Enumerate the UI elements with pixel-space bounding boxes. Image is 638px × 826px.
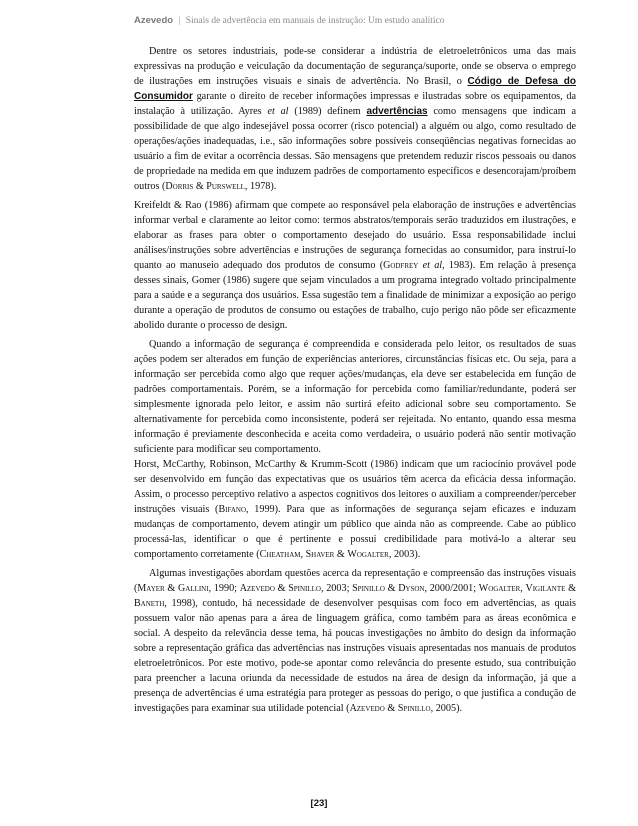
- paragraph-3: [134, 337, 576, 457]
- citation-author: Azevedo: [239, 583, 275, 594]
- text-run: Quando a informação de segurança é compreendida e considerada pelo leitor, os resultados de suas ações podem ser alterados em função de experiências anteriores, circunstâncias físicas etc. Ou seja, para a informação ser percebida como algo que requer ações/mudanças, ela deve ser estabelecida em função de padrões comportamentais. Porém, se a informação for percebida como familiar/redundante, poderá ser simplesmente ignorada pelo leitor, e assim não surtirá efeito adicional sobre seu comportamento. Se alternativamente for percebida como inconsistente, poderá ser rejeitada. No entanto, quando essa mesma informação é previamente desconhecida e aceita como verdadeira, o usuário poderá não sentir motivação suficiente para modificar seu comportamento.: [134, 339, 576, 455]
- header-title: Sinais de advertência em manuais de instrução: Um estudo analítico: [185, 16, 445, 26]
- text-run: garante o direito de receber informações impressas e ilustradas sobre os equipamentos, da instalação à utilização. Ayres: [134, 91, 576, 117]
- paragraph-4: [134, 457, 576, 562]
- citation-author: Spinillo: [352, 583, 385, 594]
- text-run: Horst, McCarthy, Robinson, McCarthy & Krumm-Scott (1986) indicam que um raciocínio provável pode ser desenvolvido em função das expectativas que os usuários têm acerca da eficácia dessa informação. Assim, o processo perceptivo relativo a aspectos cognitivos dos leitores o auxiliam a compreender/perceber instruções visuais (: [134, 459, 576, 515]
- text-run: &: [274, 583, 289, 594]
- text-run: &: [334, 549, 348, 560]
- citation-author: Dorris: [165, 181, 194, 192]
- text-run: , 1978).: [244, 181, 277, 192]
- text-run: , 2000/2001;: [424, 583, 479, 594]
- paragraph-2: [134, 198, 576, 333]
- citation-author: Bifano: [218, 504, 246, 515]
- citation-author: Azevedo: [349, 703, 385, 714]
- text-run: como mensagens que indicam a possibilidade de que algo indesejável possa ocorrer (risco potencial) a alguém ou algo, como resultado de operações/ações inadequadas, i.e., são informações sobre possíveis conseqüências negativas fornecidas ao usuário a fim de evitar a ocorrência dessas. São mensagens que pretendem reduzir riscos pessoais ou danos de propriedade na medida em que induzem padrões de comportamento específicos e desencorajam/proíbem outros (: [134, 106, 576, 192]
- text-run: , 2003;: [320, 583, 353, 594]
- citation-author: Mayer: [137, 583, 165, 594]
- text-run: (1989) definem: [288, 106, 367, 117]
- text-run: , 2005).: [430, 703, 463, 714]
- text-run: &: [384, 703, 398, 714]
- text-run: &: [565, 583, 576, 594]
- text-run: &: [164, 583, 179, 594]
- emphasis-term: advertências: [366, 106, 428, 117]
- text-run: &: [193, 181, 207, 192]
- text-run: , 1999). Para que as informações de segurança sejam eficazes e induzam mudanças de comportamento, devem atingir um público que ainda não as compreende. Cabe ao público processá-las, identificar o que é pertinente e possui credibilidade para motivá-lo a alterar seu comportamento corretamente (: [134, 504, 576, 560]
- italic-text: et al: [267, 106, 289, 117]
- text-run: , 2003).: [388, 549, 421, 560]
- citation-author: Vigilante: [525, 583, 566, 594]
- citation-author: Godfrey: [383, 260, 419, 271]
- emphasis-term: Código de Defesa do Consumidor: [134, 76, 577, 102]
- running-header: [134, 15, 614, 26]
- citation-author: Shaver: [305, 549, 335, 560]
- body-text: [134, 44, 576, 720]
- text-run: Kreifeldt & Rao (1986) afirmam que compete ao responsável pela elaboração de instruções e advertências informar verbal e claramente ao leitor como: termos abstratos/temporais serão traduzidos em ilustrações, e elaborar as frases para obter o comportamento desejado do usuário. Essa responsabilidade inclui análises/instruções sobre advertências e instruções de segurança fornecidas ao consumidor, para instruí-lo quanto ao manuseio adequado dos produtos de consumo (: [134, 200, 576, 271]
- text-run: , 1990;: [208, 583, 240, 594]
- paragraph-1: [134, 44, 576, 194]
- paragraph-5: [134, 566, 576, 716]
- citation-author: Wogalter: [347, 549, 389, 560]
- text-run: &: [384, 583, 399, 594]
- text-run: Algumas investigações abordam questões acerca da representação e compreensão das instruções visuais (: [134, 568, 576, 594]
- header-separator: |: [178, 16, 181, 26]
- citation-author: Spinillo: [397, 703, 431, 714]
- text-run: , 1983). Em relação à presença desses sinais, Gomer (1986) sugere que sejam vinculados a um programa integrado voltado principalmente para a saúde e a segurança dos usuários. Essa sugestão tem a finalidade de minimizar a exposição ao perigo durante a operação de produtos de consumo ou estações de trabalho, cujo perigo não pôde ser eficazmente abolido durante o processo de design.: [134, 260, 576, 331]
- citation-author: Spinillo: [288, 583, 321, 594]
- text-run: , 1998), contudo, há necessidade de desenvolver pesquisas com foco em advertências, as quais possuem valor não apenas para a área de linguagem gráfica, como também para as áreas econômica e social. A despeito da relevância desse tema, há poucas investigações no âmbito do design da informação sobre a representação gráfica das advertências nas instruções visuais apresentadas nos manuais de produtos eletroeletrônicos. Por este motivo, pode-se apontar como relevância do presente estudo, sua contribuição para preencher a lacuna oriunda da necessidade de estudos na área de design da informação, já que a presença de advertências é uma estratégia para proteger as pessoas do perigo, o que justifica a condução de investigações para examinar sua utilidade potencial (: [134, 598, 576, 714]
- citation-author: Dyson: [398, 583, 425, 594]
- text-run: ,: [300, 549, 306, 560]
- italic-text: et al: [418, 260, 443, 271]
- text-run: ,: [520, 583, 526, 594]
- citation-author: Cheatham: [259, 549, 301, 560]
- citation-author: Gallini: [178, 583, 209, 594]
- header-author: Azevedo: [134, 15, 174, 26]
- citation-author: Purswell: [206, 181, 245, 192]
- citation-author: Baneth: [134, 598, 165, 609]
- citation-author: Wogalter: [478, 583, 521, 594]
- text-run: Dentre os setores industriais, pode-se considerar a indústria de eletroeletrônicos uma das mais expressivas na produção e veiculação da documentação de segurança/suporte, onde se observa o emprego de ilustrações em instruções visuais e sinais de advertência. No Brasil, o: [134, 46, 576, 87]
- page-number: [23]: [310, 798, 328, 809]
